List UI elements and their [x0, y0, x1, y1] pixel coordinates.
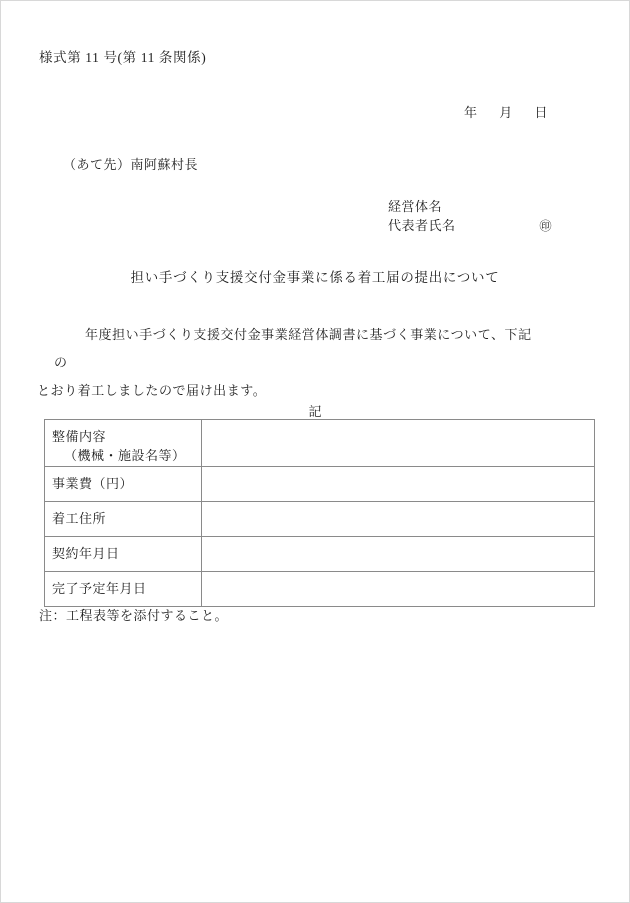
entity-name-label: 経営体名 — [388, 199, 443, 214]
table-row — [45, 420, 595, 467]
table-row — [45, 467, 595, 502]
table-label-sub: （機械・施設名等） — [64, 448, 186, 463]
body-line-2: の — [54, 355, 68, 370]
addressee-line: （あて先）南阿蘇村長 — [63, 157, 199, 172]
applicant-block — [388, 197, 552, 236]
table-label-cell — [45, 467, 202, 502]
table-row — [45, 572, 595, 607]
table-label-cell — [45, 572, 202, 607]
body-line-3: とおり着工しましたので届け出ます。 — [37, 383, 267, 398]
date-line — [1, 102, 557, 121]
table-value-cell[interactable] — [202, 537, 595, 572]
table-value-cell[interactable] — [202, 502, 595, 537]
table-value-cell[interactable] — [202, 420, 595, 467]
form-number: 様式第 11 号(第 11 条関係) — [39, 50, 207, 65]
date-day-label: 日 — [534, 105, 548, 120]
table-value-cell[interactable] — [202, 572, 595, 607]
document-title: 担い手づくり支援交付金事業に係る着工届の提出について — [130, 270, 500, 285]
table-label-main: 完了予定年月日 — [52, 581, 147, 596]
table-label-cell — [45, 502, 202, 537]
seal-icon: ㊞ — [539, 219, 553, 233]
table-label-cell — [45, 420, 202, 467]
table-label-main: 契約年月日 — [52, 546, 120, 561]
body-paragraph — [37, 321, 595, 405]
entity-name-row — [388, 197, 552, 216]
representative-name-label: 代表者氏名 — [388, 218, 456, 233]
table-label-main: 着工住所 — [52, 511, 107, 526]
table-value-cell[interactable] — [202, 467, 595, 502]
ki-marker: 記 — [308, 404, 322, 419]
representative-name-row — [388, 216, 552, 236]
table-row — [45, 502, 595, 537]
date-month-label: 月 — [499, 105, 513, 120]
table-label-main: 事業費（円） — [52, 476, 134, 491]
entry-table — [44, 419, 595, 607]
date-year-label: 年 — [463, 105, 478, 120]
table-label-cell — [45, 537, 202, 572]
table-row — [45, 537, 595, 572]
table-label-main: 整備内容 — [52, 429, 107, 444]
footnote: 注：工程表等を添付すること。 — [39, 608, 229, 623]
body-line-1: 年度担い手づくり支援交付金事業経営体調書に基づく事業について、下記 — [85, 327, 532, 342]
